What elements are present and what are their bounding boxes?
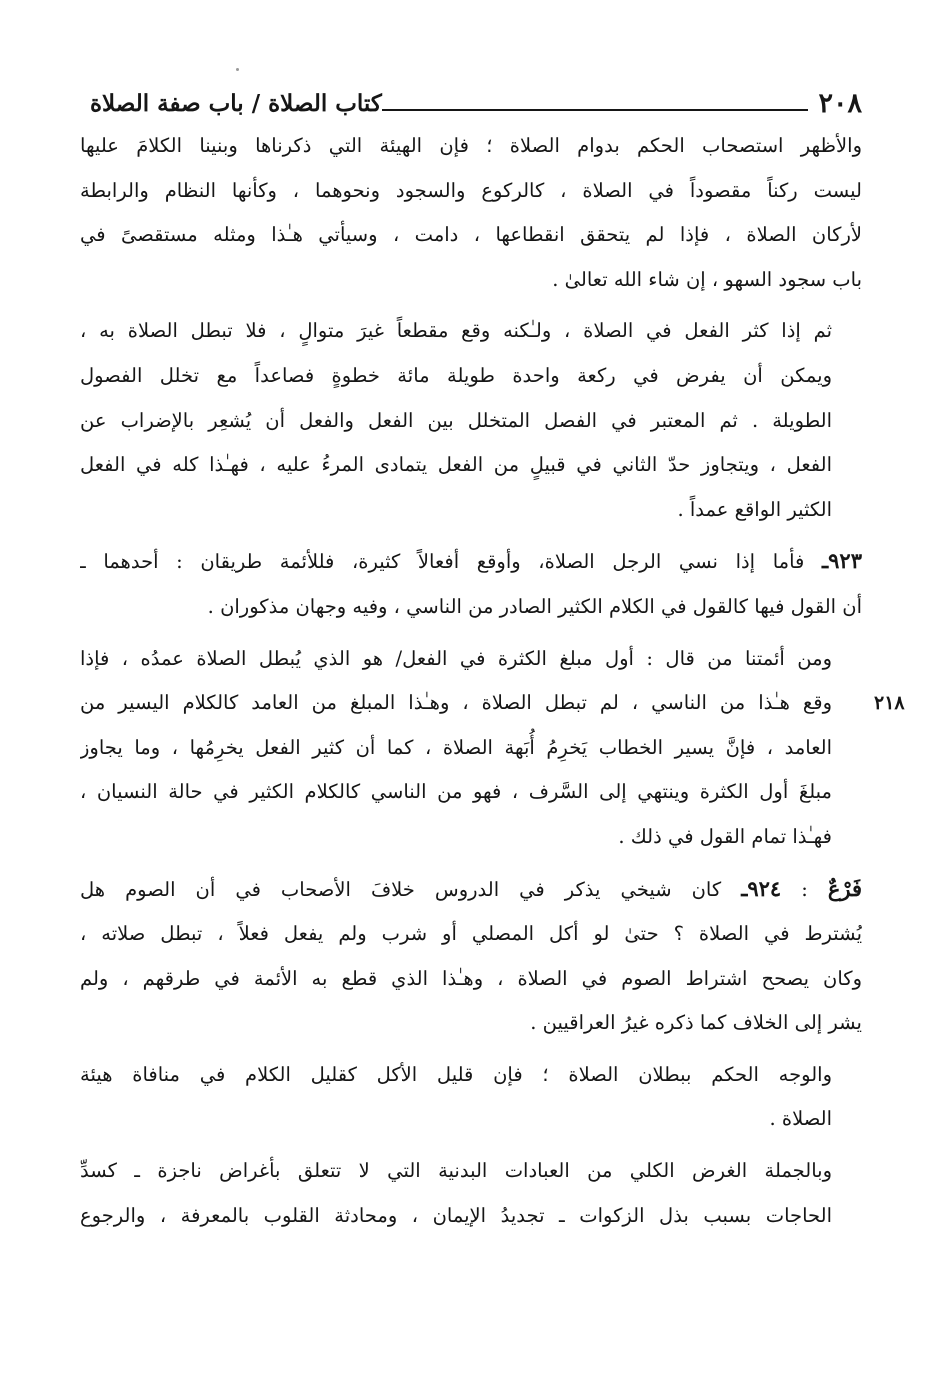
text-line: فَرْعٌ : ٩٢٤ـ كان شيخي يذكر في الدروس خلافَ الأصحاب في أن الصوم هل (80, 875, 862, 901)
text-line: يُشترط في الصلاة ؟ حتىٰ لو أكل المصلي أو شرب ولم يفعل فعلاً ، تبطل صلاته ، (80, 922, 862, 946)
paragraph-924 (80, 867, 862, 1046)
text-line: ومن أئمتنا من قال : أول مبلغ الكثرة في الفعل/ هو الذي يُبطل الصلاة عمدُه ، فإذا (80, 646, 832, 670)
text-line: العامد ، فإنَّ يسير الخطاب يَخرِمُ أُبَهة الصلاة ، كما أن كثير الفعل يخرِمُها ، وما يجاوز (80, 735, 832, 759)
running-title: كتاب الصلاة / باب صفة الصلاة (90, 90, 382, 117)
text-line: الصلاة . (769, 1107, 832, 1131)
paragraph-4 (80, 637, 862, 860)
text-line: الكثير الواقع عمداً . (677, 497, 832, 521)
text-line: ثم إذا كثر الفعل في الصلاة ، ولـٰكنه وقع مقطعاً غيرَ متوالٍ ، فلا تبطل الصلاة به ، (80, 319, 832, 343)
text-line: ويمكن أن يفرض في ركعة واحدة طويلة مائة خطوةٍ فصاعداً مع تخلل الفصول (80, 363, 832, 387)
text-line: والأظهر استصحاب الحكم بدوام الصلاة ؛ فإن الهيئة التي ذكرناها وبنينا الكلامَ عليها (80, 134, 862, 157)
paragraph-6 (80, 1053, 862, 1142)
text-line: الحاجات بسبب بذل الزكوات ـ تجديدُ الإيمان ، ومحادثة القلوب بالمعرفة ، والرجوع (80, 1203, 832, 1227)
issue-number-923: ٩٢٣ـ (822, 548, 862, 574)
paragraph-923 (80, 539, 862, 629)
text-line: وقع هـٰذا من الناسي ، لم تبطل الصلاة ، وهـٰذا المبلغ من العامد كالكلام اليسير من (80, 691, 832, 715)
issue-number-924: ٩٢٤ـ (741, 875, 782, 901)
text-line (80, 539, 862, 585)
text-line: فهـٰذا تمام القول في ذلك . (618, 824, 832, 848)
text-line: ليست ركناً مقصوداً في الصلاة ، كالركوع والسجود ونحوهما ، وكأنها النظام والرابطة (80, 178, 862, 202)
text-line: الفعل ، ويتجاوز حدّ الثاني في قبيلٍ من الفعل يتمادى المرءُ عليه ، فهـٰذا كله في الفعل (80, 453, 832, 477)
header-rule (382, 109, 809, 111)
text-line: يشر إلى الخلاف كما ذكره غيرُ العراقيين . (530, 1011, 862, 1035)
running-header (80, 86, 862, 120)
text-line-content: فأما إذا نسي الرجل الصلاة، وأوقع أفعالاً كثيرة، فللأئمة طريقان : أحدهما ـ (80, 550, 805, 574)
text-line: الطويلة . ثم المعتبر في الفصل المتخلل بين الفعل والفعل أن يُشعِر بالإضراب عن (80, 408, 832, 432)
text-line: أن القول فيها كالقول في الكلام الكثير الصادر من الناسي ، وفيه وجهان مذكوران . (207, 594, 862, 618)
scan-dot (236, 68, 239, 71)
text-line: والوجه الحكم ببطلان الصلاة ؛ فإن قليل الأكل كقليل الكلام في منافاة هيئة (80, 1062, 832, 1086)
paragraph-2 (80, 309, 862, 532)
text-line: مبلغَ أول الكثرة وينتهي إلى السَّرف ، فهو من الناسي كالكلام الكثير في حالة النسيان ، (80, 780, 832, 804)
text-line-content: كان شيخي يذكر في الدروس خلافَ الأصحاب في أن الصوم هل (80, 877, 722, 901)
text-line: وبالجملة الغرض الكلي من العبادات البدنية التي لا تتعلق بأغراض ناجزة ـ كسدِّ (80, 1159, 832, 1183)
paragraph-1 (80, 124, 862, 302)
paragraph-7 (80, 1149, 862, 1238)
manuscript-folio-marker: ٢١٨ (874, 692, 905, 714)
page-body (80, 124, 862, 1245)
page-number: ٢٠٨ (818, 88, 862, 119)
text-line: لأركان الصلاة ، فإذا لم يتحقق انقطاعها ، دامت ، وسيأتي هـٰذا ومثله مستقصىً في (80, 223, 862, 247)
far-label: فَرْعٌ (827, 875, 862, 901)
text-line: باب سجود السهو ، إن شاء الله تعالىٰ . (552, 267, 862, 291)
text-line: وكان يصحح اشتراط الصوم في الصلاة ، وهـٰذا الذي قطع به الأئمة في طرقهم ، ولم (80, 966, 862, 990)
